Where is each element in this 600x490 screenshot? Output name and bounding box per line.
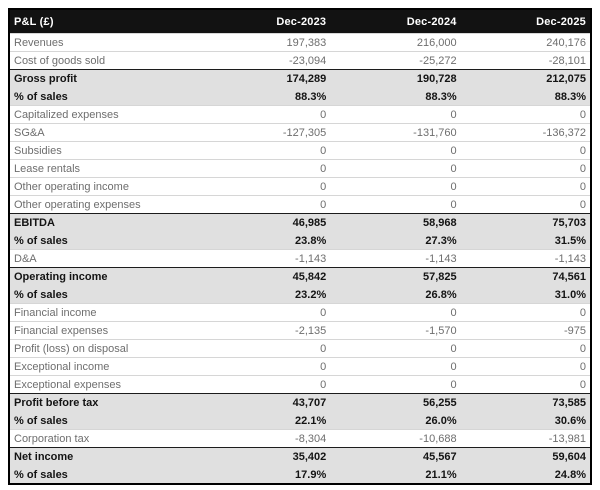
row-value: 23.2%	[200, 286, 330, 304]
row-label: Revenues	[9, 34, 200, 52]
table-row	[9, 34, 591, 52]
column-header: Dec-2023	[200, 9, 330, 34]
table-row	[9, 232, 591, 250]
row-label: EBITDA	[9, 214, 200, 232]
row-label: Net income	[9, 448, 200, 466]
row-value: 0	[200, 178, 330, 196]
row-value: -1,143	[330, 250, 460, 268]
table-body	[9, 34, 591, 485]
row-value: -13,981	[461, 430, 591, 448]
table-row	[9, 250, 591, 268]
row-value: -127,305	[200, 124, 330, 142]
row-value: 0	[461, 358, 591, 376]
row-value: 31.0%	[461, 286, 591, 304]
row-value: 190,728	[330, 70, 460, 88]
row-value: 0	[200, 142, 330, 160]
row-label: % of sales	[9, 88, 200, 106]
row-label: Financial expenses	[9, 322, 200, 340]
row-label: Profit (loss) on disposal	[9, 340, 200, 358]
table-row	[9, 304, 591, 322]
row-value: 174,289	[200, 70, 330, 88]
row-label: Corporation tax	[9, 430, 200, 448]
row-value: 88.3%	[200, 88, 330, 106]
row-label: % of sales	[9, 466, 200, 485]
row-value: 57,825	[330, 268, 460, 286]
row-label: SG&A	[9, 124, 200, 142]
row-value: -23,094	[200, 52, 330, 70]
row-value: 59,604	[461, 448, 591, 466]
table-row	[9, 70, 591, 88]
table-row	[9, 412, 591, 430]
row-value: 216,000	[330, 34, 460, 52]
row-value: 0	[330, 106, 460, 124]
row-value: 197,383	[200, 34, 330, 52]
row-value: 0	[461, 304, 591, 322]
column-header: Dec-2025	[461, 9, 591, 34]
row-value: -975	[461, 322, 591, 340]
row-value: 0	[461, 106, 591, 124]
row-value: 43,707	[200, 394, 330, 412]
row-label: Financial income	[9, 304, 200, 322]
row-label: % of sales	[9, 232, 200, 250]
table-row	[9, 394, 591, 412]
row-label: Other operating expenses	[9, 196, 200, 214]
row-value: 0	[200, 376, 330, 394]
row-value: 45,567	[330, 448, 460, 466]
row-value: 0	[330, 196, 460, 214]
row-label: Subsidies	[9, 142, 200, 160]
table-row	[9, 88, 591, 106]
table-row	[9, 52, 591, 70]
row-value: -8,304	[200, 430, 330, 448]
table-row	[9, 142, 591, 160]
row-value: 0	[330, 304, 460, 322]
row-value: 0	[461, 376, 591, 394]
table-row	[9, 178, 591, 196]
column-header: Dec-2024	[330, 9, 460, 34]
row-value: 0	[461, 160, 591, 178]
row-label: Exceptional expenses	[9, 376, 200, 394]
row-value: 0	[200, 106, 330, 124]
table-row	[9, 106, 591, 124]
row-value: 27.3%	[330, 232, 460, 250]
row-label: Gross profit	[9, 70, 200, 88]
row-label: Cost of goods sold	[9, 52, 200, 70]
row-value: 58,968	[330, 214, 460, 232]
row-value: 24.8%	[461, 466, 591, 485]
table-row	[9, 286, 591, 304]
row-label: % of sales	[9, 286, 200, 304]
row-value: 0	[330, 358, 460, 376]
header-row	[9, 9, 591, 34]
row-value: 240,176	[461, 34, 591, 52]
row-value: 88.3%	[461, 88, 591, 106]
row-value: 21.1%	[330, 466, 460, 485]
row-label: Lease rentals	[9, 160, 200, 178]
row-value: -1,143	[461, 250, 591, 268]
row-value: -10,688	[330, 430, 460, 448]
table-row	[9, 214, 591, 232]
row-value: 0	[330, 160, 460, 178]
row-label: Exceptional income	[9, 358, 200, 376]
row-value: 23.8%	[200, 232, 330, 250]
row-value: 0	[330, 142, 460, 160]
row-label: Other operating income	[9, 178, 200, 196]
row-value: 212,075	[461, 70, 591, 88]
row-value: 74,561	[461, 268, 591, 286]
row-value: 0	[461, 142, 591, 160]
row-value: 30.6%	[461, 412, 591, 430]
row-label: D&A	[9, 250, 200, 268]
row-value: 56,255	[330, 394, 460, 412]
row-value: 0	[200, 358, 330, 376]
table-row	[9, 160, 591, 178]
row-value: 45,842	[200, 268, 330, 286]
table-row	[9, 376, 591, 394]
row-value: 73,585	[461, 394, 591, 412]
row-value: -1,143	[200, 250, 330, 268]
row-label: Profit before tax	[9, 394, 200, 412]
row-value: 0	[200, 160, 330, 178]
row-value: 0	[330, 178, 460, 196]
table-row	[9, 430, 591, 448]
row-value: 0	[330, 340, 460, 358]
row-value: 0	[200, 340, 330, 358]
row-value: -2,135	[200, 322, 330, 340]
row-value: 75,703	[461, 214, 591, 232]
row-value: -1,570	[330, 322, 460, 340]
row-label: Capitalized expenses	[9, 106, 200, 124]
row-value: 31.5%	[461, 232, 591, 250]
table-row	[9, 322, 591, 340]
row-value: 0	[200, 304, 330, 322]
row-value: 0	[200, 196, 330, 214]
table-row	[9, 340, 591, 358]
row-value: -136,372	[461, 124, 591, 142]
row-value: 0	[330, 376, 460, 394]
table-row	[9, 124, 591, 142]
row-value: 26.8%	[330, 286, 460, 304]
row-value: -25,272	[330, 52, 460, 70]
pnl-table	[8, 8, 592, 485]
table-title: P&L (£)	[9, 9, 200, 34]
table-row	[9, 358, 591, 376]
row-label: % of sales	[9, 412, 200, 430]
row-label: Operating income	[9, 268, 200, 286]
row-value: -131,760	[330, 124, 460, 142]
table-row	[9, 196, 591, 214]
row-value: 35,402	[200, 448, 330, 466]
row-value: 22.1%	[200, 412, 330, 430]
row-value: 0	[461, 340, 591, 358]
table-row	[9, 448, 591, 466]
row-value: 17.9%	[200, 466, 330, 485]
row-value: 88.3%	[330, 88, 460, 106]
table-row	[9, 466, 591, 485]
row-value: 26.0%	[330, 412, 460, 430]
row-value: 46,985	[200, 214, 330, 232]
table-row	[9, 268, 591, 286]
row-value: 0	[461, 196, 591, 214]
row-value: 0	[461, 178, 591, 196]
row-value: -28,101	[461, 52, 591, 70]
